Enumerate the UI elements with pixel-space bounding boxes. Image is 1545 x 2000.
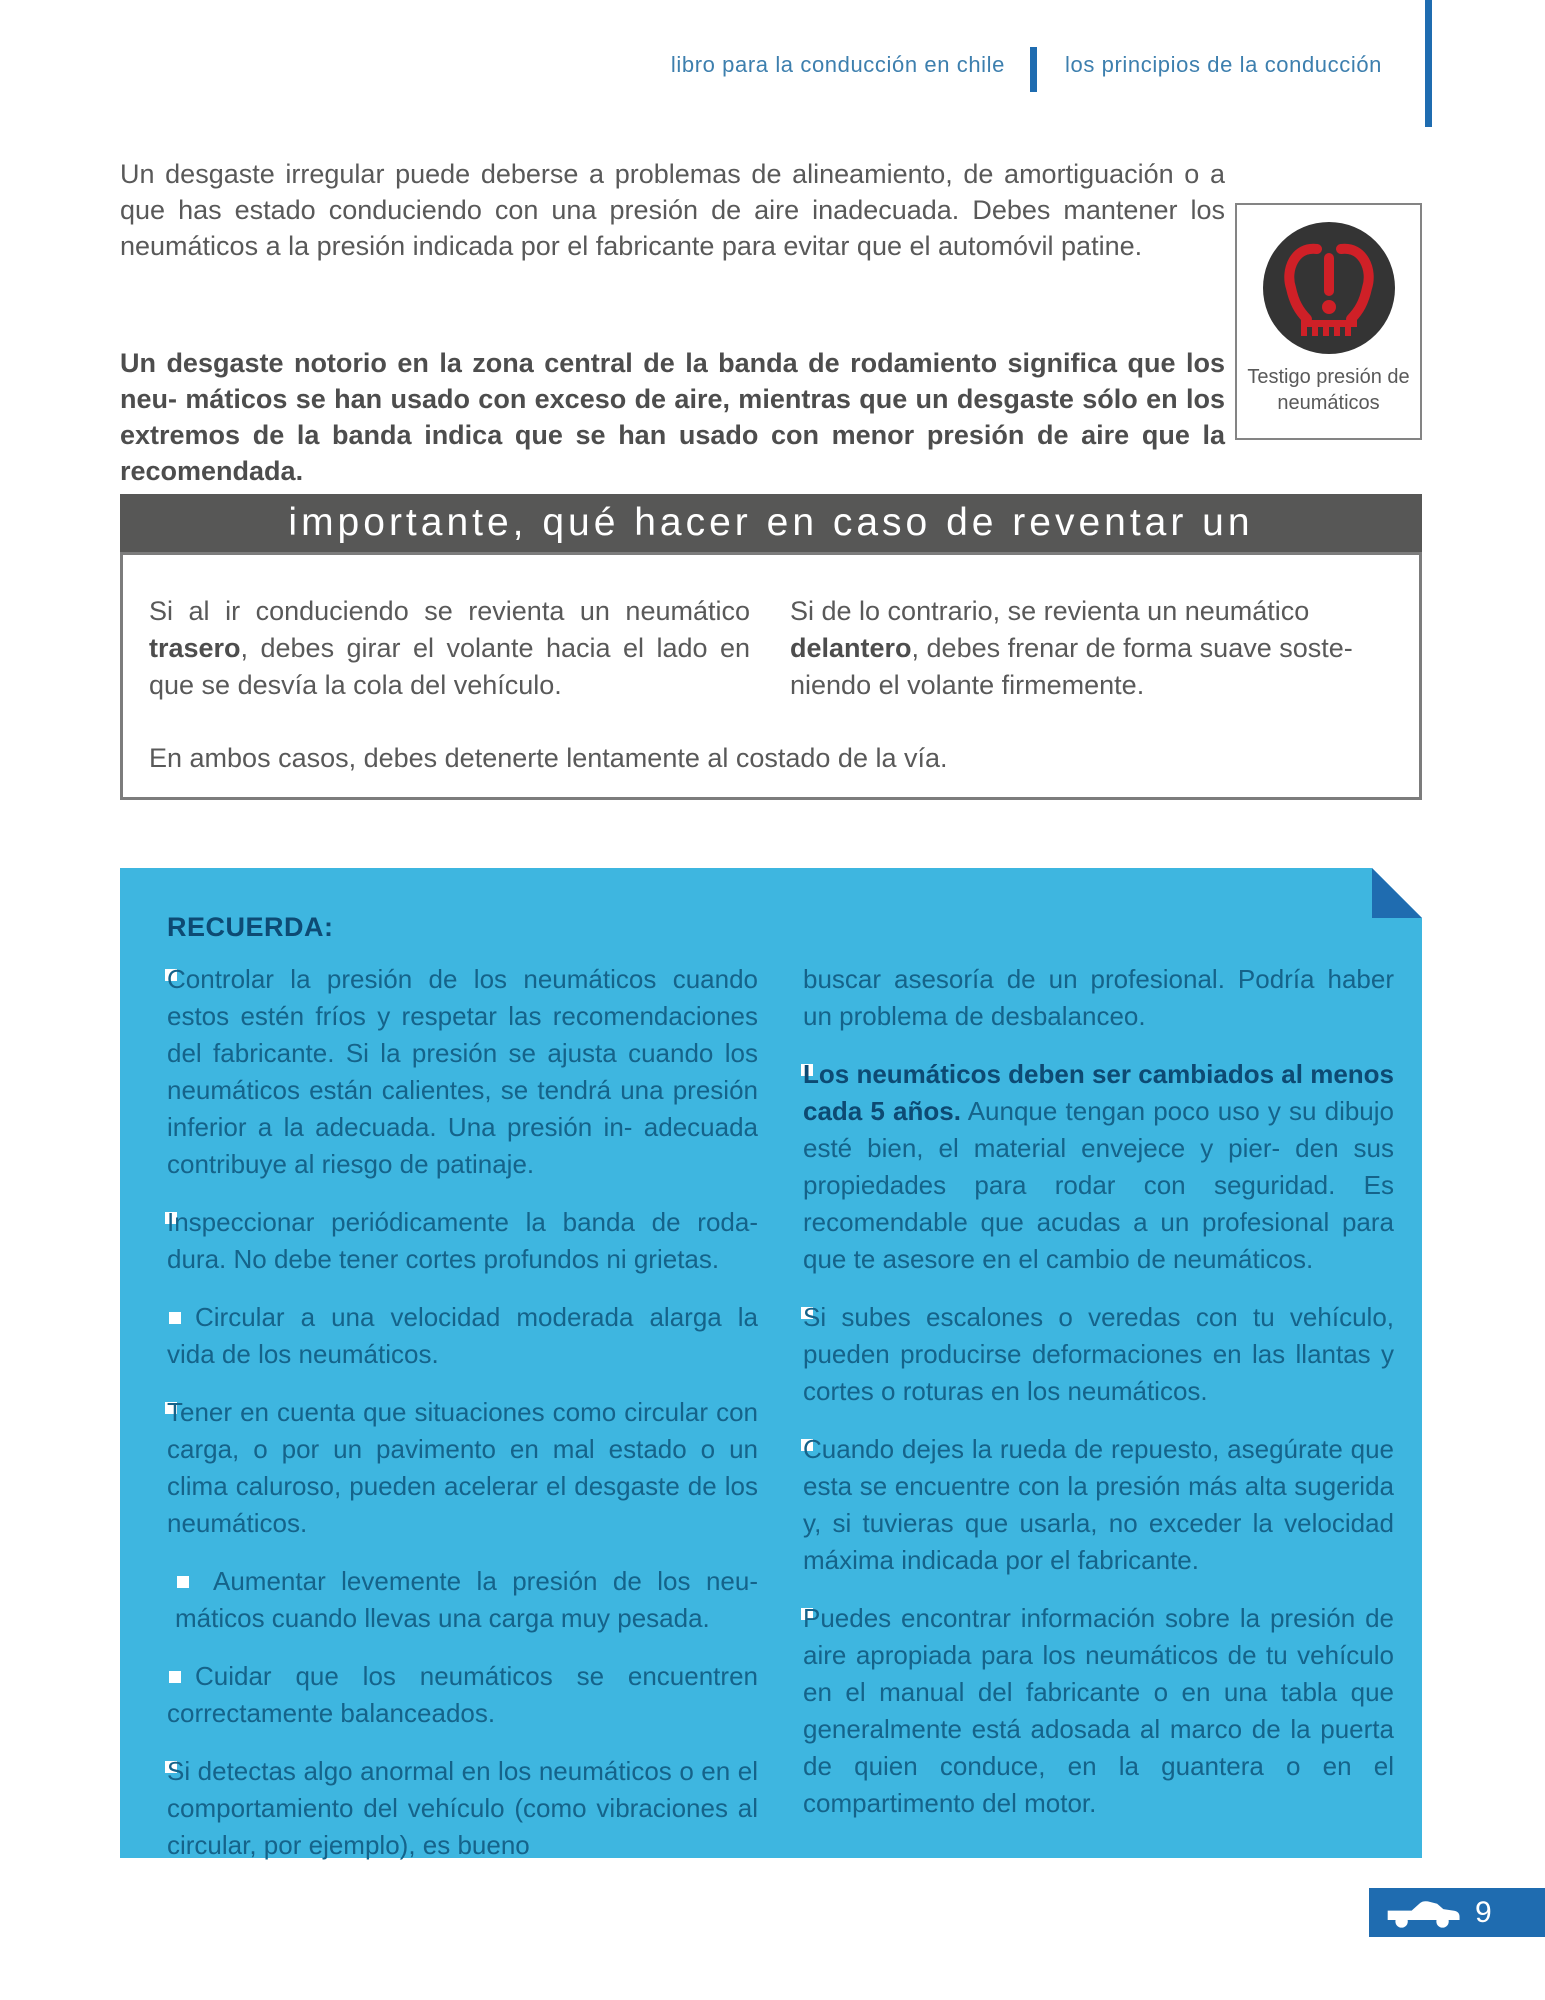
recuerda-bullet-item — [167, 1299, 758, 1373]
recuerda-bullet-item — [167, 1563, 758, 1637]
recuerda-box — [120, 868, 1422, 1858]
recuerda-item — [803, 1056, 1394, 1278]
recuerda-bullet-item — [167, 1658, 758, 1732]
square-bullet-icon — [169, 1671, 181, 1683]
blowout-front-pre: Si de lo contrario, se revienta un neumático — [790, 596, 1310, 626]
recuerda-item-text: Aunque tengan poco uso y su dibujo esté bien, el material envejece y pier- den sus propiedades para rodar con seguridad. Es recomendable que acudas a un profesional para que te asesore en el cambio de neumáticos. — [803, 1096, 1395, 1274]
tpms-indicator-box — [1235, 203, 1422, 440]
recuerda-item-bold: Los neumáticos deben ser cambiados al menos cada 5 años. — [803, 1059, 1394, 1126]
tpms-warning-icon — [1261, 220, 1397, 356]
recuerda-item: Si subes escalones o veredas con tu vehículo, pueden producirse deformaciones en las llantas y cortes o roturas en los neumáticos. — [803, 1299, 1394, 1410]
recuerda-item: buscar asesoría de un profesional. Podría haber un problema de desbalanceo. — [803, 964, 1394, 1031]
recuerda-left-column — [167, 961, 758, 1885]
square-bullet-icon — [177, 1576, 189, 1588]
page-footer-bar — [1369, 1888, 1545, 1937]
intro-paragraph: Un desgaste irregular puede deberse a problemas de alineamiento, de amortiguación o a que has estado conduciendo con una presión de aire inadecuada. Debes mantener los neumáticos a la presión indicada por el fabricante para evitar que el automóvil patine. — [120, 159, 1225, 261]
important-banner-title: importante, qué hacer en caso de reventar un — [120, 494, 1422, 552]
recuerda-item: Cuando dejes la rueda de repuesto, asegúrate que esta se encuentre con la presión más alta sugerida y, si tuvieras que usarla, no exceder la velocidad máxima indicada por el fabricante. — [803, 1431, 1394, 1579]
recuerda-item: Puedes encontrar información sobre la presión de aire apropiada para los neumáticos de tu vehículo en el manual del fabricante o en una tabla que generalmente está adosada al marco de la puerta de quien conduce, en la guantera o en el compartimento del motor. — [803, 1600, 1394, 1822]
top-right-rule — [1425, 0, 1432, 127]
square-bullet-icon — [169, 1312, 181, 1324]
recuerda-item: Tener en cuenta que situaciones como circular con carga, o por un pavimento en mal estado o un clima caluroso, pueden acelerar el desgaste de los neumáticos. — [167, 1394, 758, 1542]
blowout-front-bold: delantero — [790, 633, 912, 663]
tpms-caption: Testigo presión de neumáticos — [1247, 366, 1410, 414]
recuerda-item: Inspeccionar periódicamente la banda de roda- dura. No debe tener cortes profundos ni grietas. — [167, 1204, 758, 1278]
blowout-rear-bold: trasero — [149, 633, 241, 663]
page-number: 9 — [1475, 1895, 1492, 1929]
blowout-advice-box — [120, 552, 1422, 800]
recuerda-item: Si detectas algo anormal en los neumáticos o en el comportamiento del vehículo (como vibraciones al circular, por ejemplo), es bueno — [167, 1753, 758, 1864]
recuerda-item: Controlar la presión de los neumáticos cuando estos estén fríos y respetar las recomendaciones del fabricante. Si la presión se ajusta cuando los neumáticos están calientes, se tendrá una presión inferior a la adecuada. Una presión in- adecuada contribuye al riesgo de patinaje. — [167, 961, 758, 1183]
blowout-both-cases: En ambos casos, debes detenerte lentamente al costado de la vía. — [149, 743, 948, 773]
car-icon — [1385, 1896, 1463, 1930]
recuerda-bullet-text: Aumentar levemente la presión de los neu- máticos cuando llevas una carga muy pesada. — [175, 1566, 758, 1633]
blowout-rear-post: , debes girar el volante hacia el lado en que se desvía la cola del vehículo. — [149, 633, 750, 700]
intro-bold-paragraph: Un desgaste notorio en la zona central de la banda de rodamiento significa que los neu- máticos se han usado con exceso de aire, mientras que un desgaste sólo en los extremos de la banda indica que se han usado con menor presión de aire que la recomendada. — [120, 348, 1225, 486]
blowout-rear-paragraph — [149, 593, 750, 704]
header-book-title: libro para la conducción en chile — [670, 52, 1005, 77]
blowout-front-post: , debes frenar de forma suave soste- niendo el volante firmemente. — [790, 633, 1353, 700]
recuerda-heading: RECUERDA: — [167, 912, 334, 942]
header-chapter-title: los principios de la conducción — [1065, 52, 1382, 77]
recuerda-bullet-text: Circular a una velocidad moderada alarga la vida de los neumáticos. — [167, 1302, 758, 1369]
recuerda-right-column — [803, 961, 1394, 1885]
blowout-front-paragraph — [790, 593, 1391, 704]
recuerda-bullet-text: Cuidar que los neumáticos se encuentren correctamente balanceados. — [167, 1661, 758, 1728]
blowout-rear-pre: Si al ir conduciendo se revienta un neumático — [149, 596, 750, 626]
header-divider — [1030, 47, 1037, 92]
